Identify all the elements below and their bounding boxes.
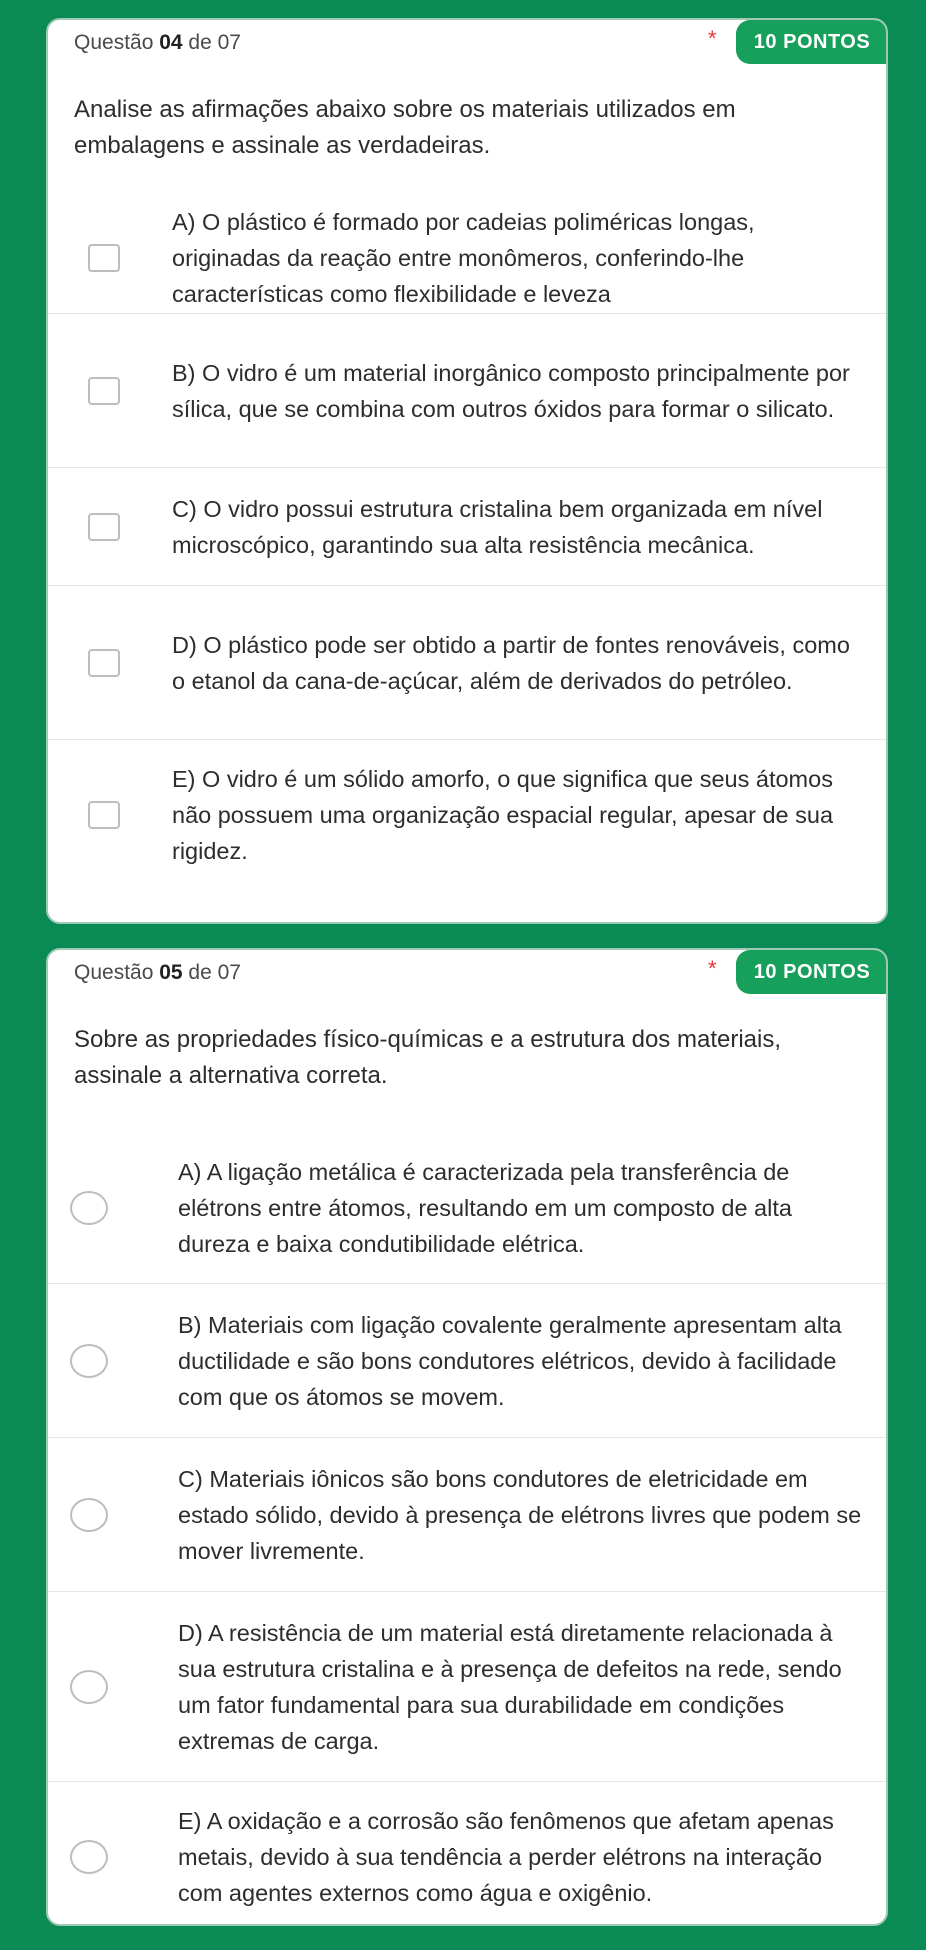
option-c-text: C) O vidro possui estrutura cristalina bem organizada em nível microscópico, garantindo sua alta resistência mecânica. [172, 495, 823, 558]
points-badge: 10 PONTOS [736, 20, 888, 64]
checkbox-option-d[interactable] [88, 649, 120, 677]
question-header [48, 20, 886, 68]
option-a[interactable] [48, 1132, 886, 1284]
points-badge: 10 PONTOS [736, 950, 888, 994]
checkbox-option-a[interactable] [88, 244, 120, 272]
required-asterisk: * [708, 956, 717, 981]
option-c[interactable] [48, 1438, 886, 1592]
radio-option-e[interactable] [70, 1840, 108, 1874]
option-a[interactable] [48, 202, 886, 314]
option-b-text: B) O vidro é um material inorgânico composto principalmente por sílica, que se combina com outros óxidos para formar o silicato. [172, 359, 850, 422]
option-e-text: E) O vidro é um sólido amorfo, o que significa que seus átomos não possuem uma organização espacial regular, apesar de sua rigidez. [172, 766, 834, 864]
radio-option-c[interactable] [70, 1498, 108, 1532]
question-number-label: Questão 04 de 07 [74, 31, 241, 54]
checkbox-option-e[interactable] [88, 801, 120, 829]
question-statement: Sobre as propriedades físico-químicas e a estrutura dos materiais, assinale a alternativa correta. [74, 1026, 782, 1089]
option-b[interactable] [48, 314, 886, 468]
question-header [48, 950, 886, 998]
checkbox-option-c[interactable] [88, 513, 120, 541]
checkbox-option-b[interactable] [88, 377, 120, 405]
options-list [48, 1132, 886, 1926]
option-e-text: E) A oxidação e a corrosão são fenômenos que afetam apenas metais, devido à sua tendência a perder elétrons na interação com agentes externos como água e oxigênio. [178, 1808, 834, 1906]
option-d-text: D) O plástico pode ser obtido a partir de fontes renováveis, como o etanol da cana-de-açúcar, além de derivados do petróleo. [172, 631, 850, 694]
options-list [48, 202, 886, 890]
radio-option-d[interactable] [70, 1670, 108, 1704]
radio-option-a[interactable] [70, 1191, 108, 1225]
option-d-text: D) A resistência de um material está diretamente relacionada à sua estrutura cristalina e à presença de defeitos na rede, sendo um fator fundamental para sua durabilidade em condições extremas de carga. [178, 1619, 842, 1754]
option-a-text: A) O plástico é formado por cadeias poliméricas longas, originadas da reação entre monômeros, conferindo-lhe características como flexibilidade e leveza [172, 208, 755, 307]
required-asterisk: * [708, 26, 717, 51]
option-e[interactable] [48, 740, 886, 890]
question-card-04 [46, 18, 888, 924]
question-card-05 [46, 948, 888, 1926]
option-c-text: C) Materiais iônicos são bons condutores de eletricidade em estado sólido, devido à presença de elétrons livres que podem se mover livremente. [178, 1465, 862, 1564]
option-a-text: A) A ligação metálica é caracterizada pela transferência de elétrons entre átomos, resultando em um composto de alta dureza e baixa condutibilidade elétrica. [178, 1158, 792, 1257]
radio-option-b[interactable] [70, 1344, 108, 1378]
question-number-label: Questão 05 de 07 [74, 961, 241, 984]
option-b-text: B) Materiais com ligação covalente geralmente apresentam alta ductilidade e são bons condutores elétricos, devido à facilidade com que os átomos se movem. [178, 1311, 842, 1410]
option-b[interactable] [48, 1284, 886, 1438]
option-d[interactable] [48, 1592, 886, 1782]
option-e[interactable] [48, 1782, 886, 1926]
question-statement: Analise as afirmações abaixo sobre os materiais utilizados em embalagens e assinale as verdadeiras. [74, 96, 736, 159]
option-c[interactable] [48, 468, 886, 586]
option-d[interactable] [48, 586, 886, 740]
